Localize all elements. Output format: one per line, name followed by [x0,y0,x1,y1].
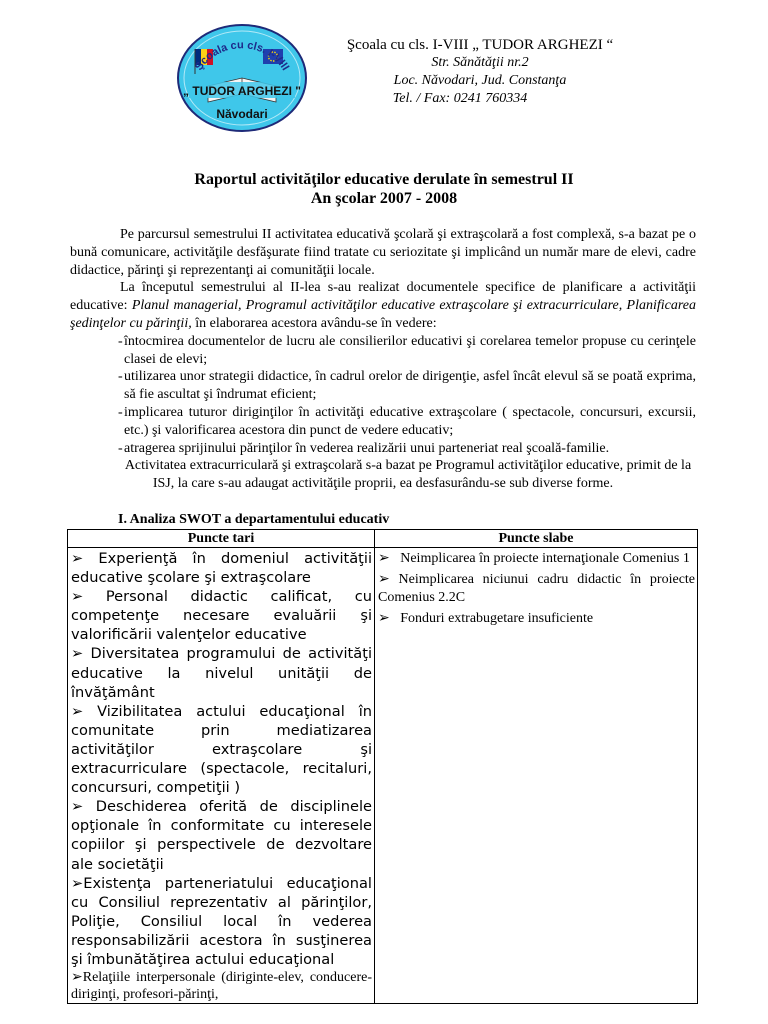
arrow-bullet-icon: ➢ [71,702,84,720]
strength-item: ➢ Experienţă în domeniul activităţii educative şcolare şi extraşcolare [71,550,372,587]
strength-item: ➢ Deschiderea oferită de disciplinele opţionale în conformitate cu interesele copiilor şi perspectivele de dezvoltare ale societăţii [71,798,372,873]
school-street: Str. Sănătăţii nr.2 [431,55,529,70]
school-locality: Loc. Năvodari, Jud. Constanţa [393,73,567,88]
arrow-bullet-icon: ➢ [71,874,84,892]
logo-arc-text: Şcoala cu cls. I-VIII [192,39,292,73]
arrow-bullet-icon: ➢ [71,969,83,986]
school-info [300,36,660,108]
report-title-line1: Raportul activităţilor educative derulate în semestrul II [194,171,574,188]
strength-item: ➢ Personal didactic calificat, cu competenţe necesare evaluării şi valorificării valenţelor educative [71,588,372,644]
arrow-bullet-icon: ➢ [378,550,390,566]
weaknesses-cell [375,548,698,1004]
swot-table [67,529,698,1004]
paragraph-2-start: La începutul semestrului al II-lea s-au realizat documentele specifice de planificare a activităţii educative: [70,280,696,314]
arrow-bullet-icon: ➢ [378,571,390,587]
school-phone: Tel. / Fax: 0241 760334 [392,91,528,106]
strengths-cell [68,548,375,1004]
logo-banner-text: „ TUDOR ARGHEZI " [183,84,301,98]
strength-item: ➢ Diversitatea programului de activităţi educative la nivelul unităţii de învăţământ [71,645,372,701]
list-item: - implicarea tuturor diriginţilor în activităţi educative extraşcolare ( spectacole, concursuri, excursii, etc.) şi valorificarea acestora din punct de vedere educativ; [118,404,696,438]
arrow-bullet-icon: ➢ [71,550,84,567]
paragraph-3: Activitatea extracurriculară şi extraşcolară s-a bazat pe Programul activităţilor educative, primit de la ISJ, la care s-au adaugat activităţile proprii, ea desfasurându-se sub diverse forme. [124,458,692,492]
report-body [70,226,696,493]
strength-item: ➢Relaţiile interpersonale (diriginte-elev, conducere-diriginţi, profesori-părinţi, [71,969,372,1003]
list-item: - întocmirea documentelor de lucru ale consilierilor educativi şi corelarea temelor propuse cu cerinţele clasei de elevi; [118,333,696,367]
strength-item: ➢ Vizibilitatea actului educaţional în comunitate prin mediatizarea activităţilor extraşcolare şi extracurriculare (spectacole, recitaluri, concursuri, competiţii ) [71,702,372,797]
weakness-item: ➢ Neimplicarea în proiecte internaţionale Comenius 1 [378,550,690,566]
arrow-bullet-icon: ➢ [71,645,84,663]
strength-item: ➢Existenţa parteneriatului educaţional cu Consiliul reprezentativ al părinţilor, Poliţie, Consiliul local în vederea responsabilizării acestora în susţinerea şi îmbunătăţirea actului educaţional [71,874,372,968]
column-header-strengths: Puncte tari [68,530,375,548]
paragraph-2-end: în elaborarea acestora avându-se în vedere: [195,315,437,331]
paragraph-2-italic: Planul managerial, Programul activităţilor educative extraşcolare şi extracurriculare, Planificarea şedinţelor cu părinţii, [70,298,697,331]
list-item: - utilizarea unor strategii didactice, în cadrul orelor de dirigenţie, asfel încât elevul să se poată exprima, să fie ascultat şi îndrumat eficient; [118,369,696,403]
school-name: Şcoala cu cls. I-VIII „ TUDOR ARGHEZI “ [346,37,614,53]
arrow-bullet-icon: ➢ [378,610,390,626]
report-title-line2: An şcolar 2007 - 2008 [310,190,458,207]
weakness-item: ➢ Neimplicarea niciunui cadru didactic în proiecte Comenius 2.2C [378,571,696,605]
list-item: - atragerea sprijinului părinţilor în vederea realizării unui parteneriat real şcoală-familie. [118,440,610,456]
column-header-weaknesses: Puncte slabe [375,530,698,548]
school-logo [175,22,309,134]
swot-heading: I. Analiza SWOT a departamentului educativ [118,512,390,527]
paragraph-2 [70,279,696,332]
logo-city-text: Năvodari [216,107,268,121]
paragraph-1: Pe parcursul semestrului II activitatea educativă şcolară şi extraşcolară a fost complexă, s-a bazat pe o bună comunicare, activităţile desfăşurate fiind tratate cu seriozitate şi implicând un număr mare de elevi, cadre didactice, părinţi şi reprezentanţi ai comunităţii locale. [70,227,696,278]
bullet-list [70,333,696,458]
weakness-item: ➢ Fonduri extrabugetare insuficiente [378,610,594,626]
arrow-bullet-icon: ➢ [71,798,84,816]
report-title [0,170,768,208]
arrow-bullet-icon: ➢ [71,588,84,606]
